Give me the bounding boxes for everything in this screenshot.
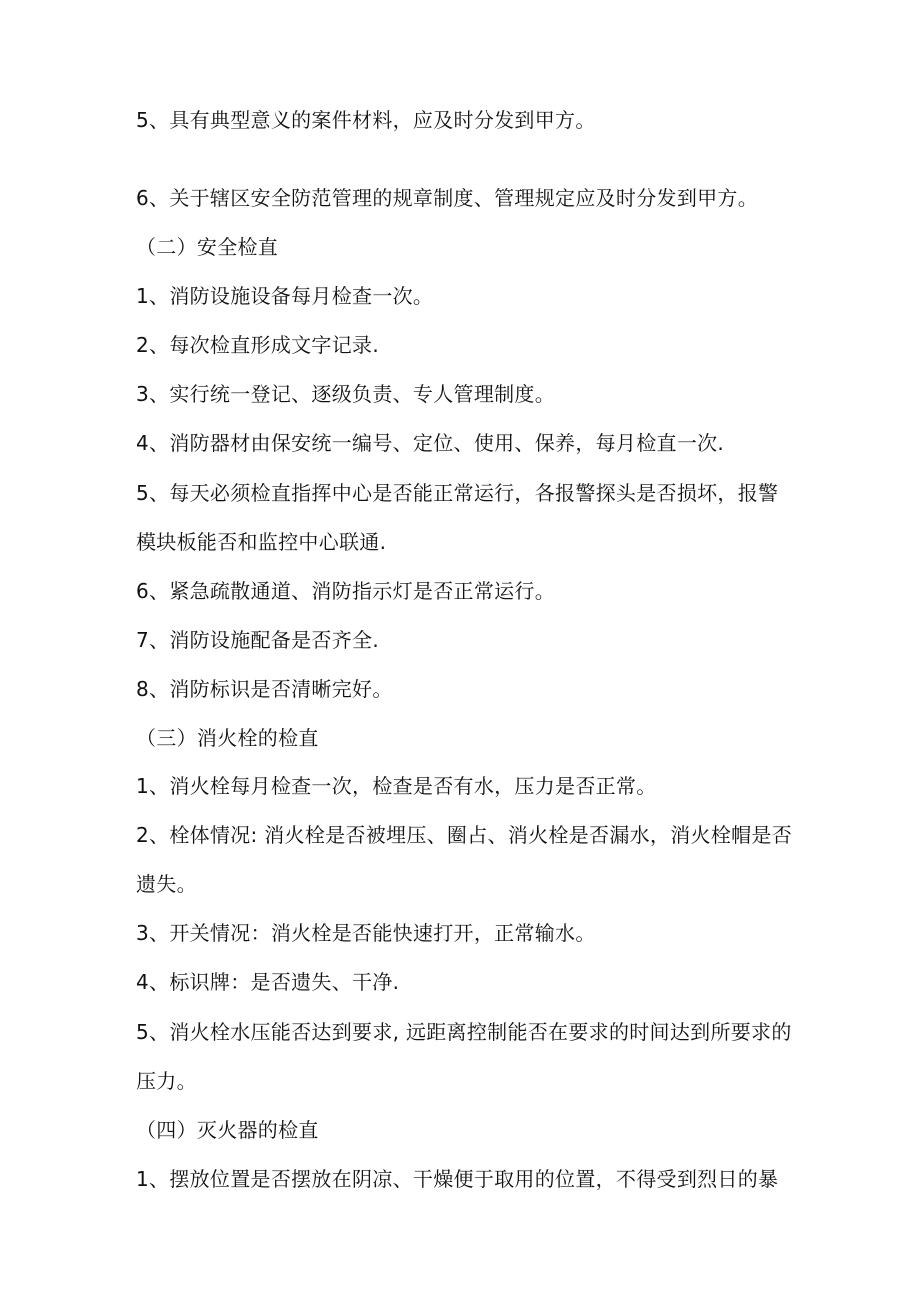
section-heading: （四）灭火器的检直 bbox=[136, 1118, 319, 1142]
paragraph-line: 6、关于辖区安全防范管理的规章制度、管理规定应及时分发到甲方。 bbox=[136, 186, 759, 210]
paragraph-line: 1、消防设施设备每月检查一次。 bbox=[136, 284, 434, 308]
paragraph-line: 4、标识牌：是否遗失、干净. bbox=[136, 970, 400, 994]
paragraph-line: 1、消火栓每月检查一次，检查是否有水，压力是否正常。 bbox=[136, 774, 657, 798]
paragraph-line: 5、具有典型意义的案件材料，应及时分发到甲方。 bbox=[136, 108, 596, 132]
paragraph-line: 模块板能否和监控中心联通. bbox=[136, 530, 387, 554]
paragraph-line: 3、实行统一登记、逐级负责、专人管理制度。 bbox=[136, 382, 556, 406]
paragraph-line: 5、消火栓水压能否达到要求, 远距离控制能否在要求的时间达到所要求的 bbox=[136, 1020, 792, 1044]
paragraph-line: 7、消防设施配备是否齐全. bbox=[136, 628, 379, 652]
paragraph-line: 1、摆放位置是否摆放在阴凉、干燥便于取用的位置，不得受到烈日的暴 bbox=[136, 1167, 779, 1191]
paragraph-line: 5、每天必须检直指挥中心是否能正常运行，各报警探头是否损坏，报警 bbox=[136, 481, 779, 505]
paragraph-line: 2、每次检直形成文字记录. bbox=[136, 333, 379, 357]
paragraph-line: 压力。 bbox=[136, 1069, 197, 1093]
paragraph-line: 2、栓体情况: 消火栓是否被埋压、圈占、消火栓是否漏水，消火栓帽是否 bbox=[136, 823, 793, 847]
section-heading: （三）消火栓的检直 bbox=[136, 726, 319, 750]
paragraph-line: 遗失。 bbox=[136, 872, 197, 896]
paragraph-line: 8、消防标识是否清晰完好。 bbox=[136, 677, 393, 701]
paragraph-line: 4、消防器材由保安统一编号、定位、使用、保养，每月检直一次. bbox=[136, 431, 725, 455]
paragraph-line: 6、紧急疏散通道、消防指示灯是否正常运行。 bbox=[136, 579, 556, 603]
section-heading: （二）安全检直 bbox=[136, 235, 279, 259]
paragraph-line: 3、开关情况：消火栓是否能快速打开，正常输水。 bbox=[136, 921, 596, 945]
